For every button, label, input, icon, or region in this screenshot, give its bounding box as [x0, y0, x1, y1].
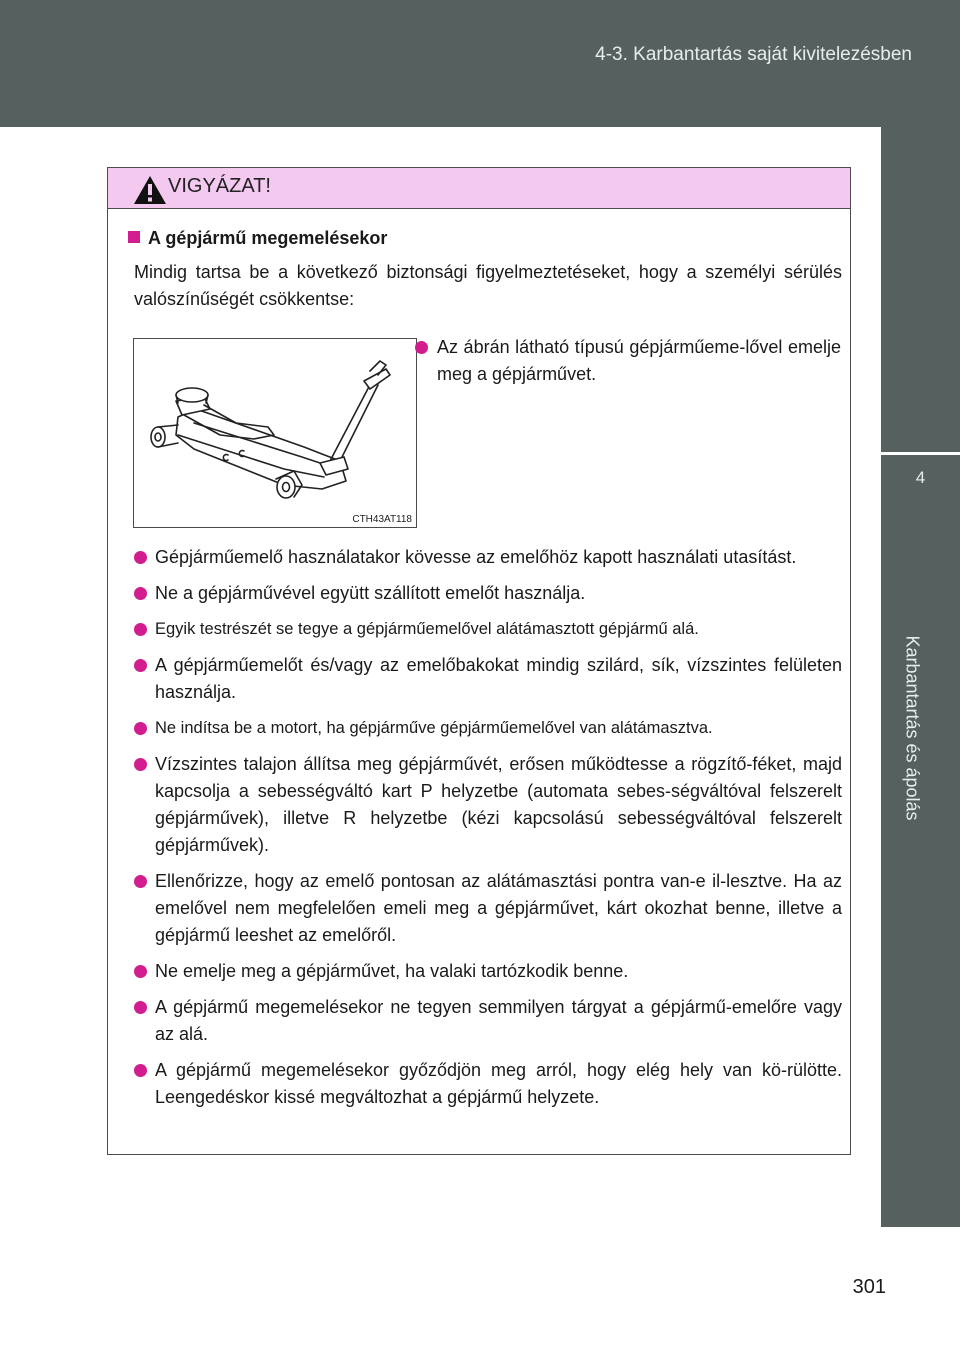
list-item-text: Ne emelje meg a gépjárművet, ha valaki tartózkodik benne. — [155, 961, 629, 981]
bullet-dot-icon — [134, 758, 147, 771]
list-item — [134, 616, 842, 643]
square-bullet-icon — [128, 231, 140, 243]
list-item-text: A gépjármű megemelésekor győződjön meg arról, hogy elég hely van kö-rülötte. Leengedéskor kissé megváltozhat a gépjármű helyzete. — [155, 1060, 842, 1107]
list-item — [134, 580, 842, 607]
list-item — [134, 868, 842, 949]
bullet-dot-icon — [415, 341, 428, 354]
figure-caption-text: Az ábrán látható típusú gépjárműeme-lővel emelje meg a gépjárművet. — [437, 337, 841, 384]
bullet-dot-icon — [134, 965, 147, 978]
list-item-text: Vízszintes talajon állítsa meg gépjárművét, erősen működtesse a rögzítő-féket, majd kapcsolja a sebességváltó kart P helyzetbe (automata sebes-ségváltóval felszerelt gépjárművek), illetve R helyzetbe (kézi kapcsolású sebességváltóval felszerelt gépjárművek). — [155, 754, 842, 855]
list-item — [134, 652, 842, 706]
chapter-number: 4 — [915, 468, 926, 487]
list-item-text: A gépjárműemelőt és/vagy az emelőbakokat mindig szilárd, sík, vízszintes felületen használja. — [155, 655, 842, 702]
list-item-text: A gépjármű megemelésekor ne tegyen semmilyen tárgyat a gépjármű-emelőre vagy az alá. — [155, 997, 842, 1044]
warning-title: VIGYÁZAT! — [168, 175, 271, 197]
list-item-text: Ne indítsa be a motort, ha gépjárműve gépjárműemelővel van alátámasztva. — [155, 719, 713, 737]
warning-subheading — [128, 228, 387, 249]
warning-box — [107, 167, 851, 1155]
bullet-dot-icon — [134, 587, 147, 600]
figure-caption — [437, 334, 841, 397]
list-item — [134, 544, 842, 571]
warning-triangle-icon — [132, 174, 168, 206]
list-item-text: Gépjárműemelő használatakor kövesse az emelőhöz kapott használati utasítást. — [155, 547, 797, 567]
section-title: 4-3. Karbantartás saját kivitelezésben — [595, 44, 912, 65]
floor-jack-figure — [133, 338, 417, 528]
bullet-dot-icon — [134, 551, 147, 564]
bullet-dot-icon — [134, 1001, 147, 1014]
floor-jack-illustration — [134, 339, 416, 527]
chapter-label: Karbantartás és ápolás — [902, 635, 923, 821]
list-item — [134, 751, 842, 859]
warning-header — [108, 168, 850, 209]
bullet-dot-icon — [134, 722, 147, 735]
list-item — [134, 958, 842, 985]
side-tab-divider — [881, 452, 960, 455]
subheading-text: A gépjármű megemelésekor — [148, 228, 388, 248]
page-number: 301 — [852, 1276, 886, 1298]
warning-intro: Mindig tartsa be a következő biztonsági figyelmeztetéseket, hogy a személyi sérülés valószínűségét csökkentse: — [134, 262, 842, 309]
list-item — [437, 334, 841, 388]
bullet-dot-icon — [134, 875, 147, 888]
list-item — [134, 1057, 842, 1111]
warning-bullet-list — [134, 544, 842, 1120]
list-item — [134, 994, 842, 1048]
list-item-text: Ellenőrizze, hogy az emelő pontosan az alátámasztási pontra van-e il-lesztve. Ha az emelővel nem megfelelően emeli meg a gépjárművet, kárt okozhat benne, illetve a gépjármű leeshet az emelőről. — [155, 871, 842, 945]
figure-code: CTH43AT118 — [352, 514, 412, 525]
bullet-dot-icon — [134, 659, 147, 672]
list-item-text: Egyik testrészét se tegye a gépjárműemelővel alátámasztott gépjármű alá. — [155, 620, 699, 638]
list-item-text: Ne a gépjárművével együtt szállított emelőt használja. — [155, 583, 586, 603]
list-item — [134, 715, 842, 742]
bullet-dot-icon — [134, 623, 147, 636]
bullet-dot-icon — [134, 1064, 147, 1077]
